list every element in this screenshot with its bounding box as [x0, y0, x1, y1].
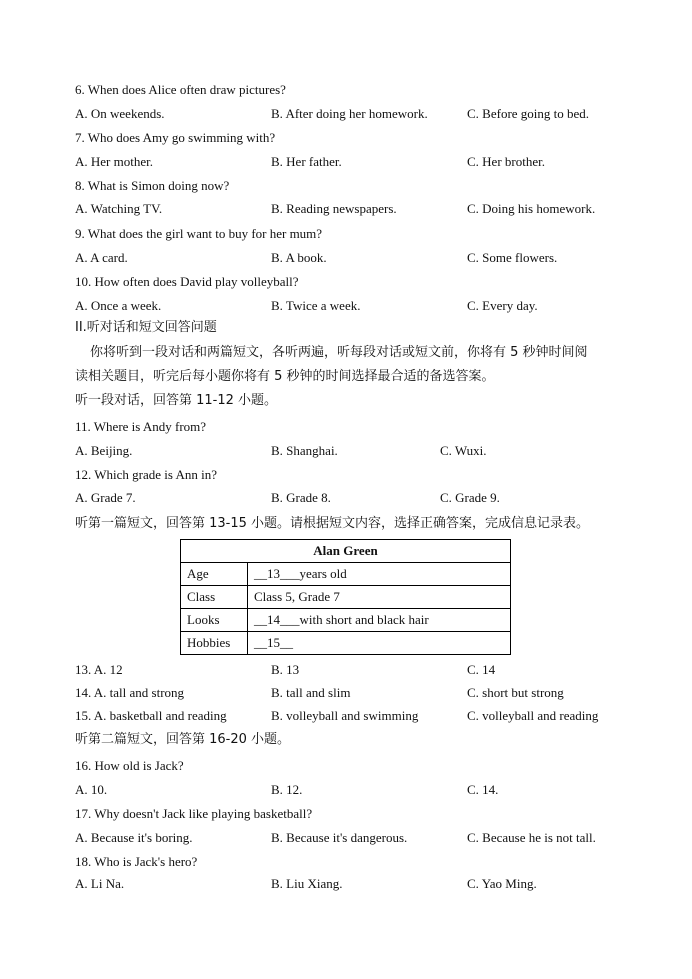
section-2-intro-line-2: 读相关题目，听完后每小题你将有 5 秒钟的时间选择最合适的备选答案。: [75, 369, 495, 384]
question-10-option-c: C. Every day.: [467, 298, 538, 313]
question-18-option-b: B. Liu Xiang.: [271, 876, 343, 891]
question-9-option-b: B. A book.: [271, 250, 327, 265]
question-8-option-c: C. Doing his homework.: [467, 201, 596, 216]
table-row-value: Class 5, Grade 7: [248, 586, 511, 609]
question-7-option-c: C. Her brother.: [467, 154, 545, 169]
table-row-value: __13___years old: [248, 563, 511, 586]
table-title: Alan Green: [181, 540, 511, 563]
question-6-option-a: A. On weekends.: [75, 106, 165, 121]
info-record-table: [180, 539, 511, 655]
question-13-option-a: 13. A. 12: [75, 662, 123, 677]
table-row-label: Class: [181, 586, 248, 609]
question-11-option-c: C. Wuxi.: [440, 443, 487, 458]
question-17-text: 17. Why doesn't Jack like playing basketball?: [75, 806, 313, 821]
table-row-label: Age: [181, 563, 248, 586]
question-14-option-a: 14. A. tall and strong: [75, 685, 185, 700]
question-12-option-a: A. Grade 7.: [75, 490, 136, 505]
question-14-option-b: B. tall and slim: [271, 685, 351, 700]
question-12-text: 12. Which grade is Ann in?: [75, 467, 218, 482]
question-9-text: 9. What does the girl want to buy for her mum?: [75, 226, 323, 241]
question-17-option-a: A. Because it's boring.: [75, 830, 193, 845]
question-16-option-a: A. 10.: [75, 782, 108, 797]
question-10-text: 10. How often does David play volleyball?: [75, 274, 299, 289]
table-row-value: __15__: [248, 632, 511, 655]
question-7-text: 7. Who does Amy go swimming with?: [75, 130, 276, 145]
question-18-option-c: C. Yao Ming.: [467, 876, 537, 891]
section-2-intro-line-1: 你将听到一段对话和两篇短文，各听两遍，听每段对话或短文前，你将有 5 秒钟时间阅: [90, 345, 588, 360]
question-8-text: 8. What is Simon doing now?: [75, 178, 230, 193]
table-row: [181, 632, 511, 655]
table-header-row: [181, 540, 511, 563]
table-row-label: Hobbies: [181, 632, 248, 655]
question-13-option-b: B. 13: [271, 662, 300, 677]
question-17-option-c: C. Because he is not tall.: [467, 830, 596, 845]
question-11-option-a: A. Beijing.: [75, 443, 133, 458]
question-10-option-b: B. Twice a week.: [271, 298, 361, 313]
question-16-text: 16. How old is Jack?: [75, 758, 184, 773]
question-12-option-b: B. Grade 8.: [271, 490, 331, 505]
question-18-text: 18. Who is Jack's hero?: [75, 854, 198, 869]
question-8-option-a: A. Watching TV.: [75, 201, 163, 216]
question-7-option-a: A. Her mother.: [75, 154, 153, 169]
question-17-option-b: B. Because it's dangerous.: [271, 830, 408, 845]
question-13-option-c: C. 14: [467, 662, 496, 677]
question-11-text: 11. Where is Andy from?: [75, 419, 207, 434]
section-2-heading: II.听对话和短文回答问题: [75, 320, 217, 335]
question-15-option-a: 15. A. basketball and reading: [75, 708, 227, 723]
table-row: [181, 586, 511, 609]
question-15-option-b: B. volleyball and swimming: [271, 708, 419, 723]
question-9-option-c: C. Some flowers.: [467, 250, 558, 265]
passage-2-instruction: 听第二篇短文，回答第 16-20 小题。: [75, 732, 291, 747]
question-11-option-b: B. Shanghai.: [271, 443, 338, 458]
dialog-instruction: 听一段对话，回答第 11-12 小题。: [75, 393, 278, 408]
question-16-option-b: B. 12.: [271, 782, 303, 797]
table-row: [181, 609, 511, 632]
question-18-option-a: A. Li Na.: [75, 876, 125, 891]
question-7-option-b: B. Her father.: [271, 154, 342, 169]
table-row-label: Looks: [181, 609, 248, 632]
question-6-text: 6. When does Alice often draw pictures?: [75, 82, 286, 97]
question-6-option-b: B. After doing her homework.: [271, 106, 428, 121]
question-15-option-c: C. volleyball and reading: [467, 708, 599, 723]
table-row-value: __14___with short and black hair: [248, 609, 511, 632]
passage-1-instruction: 听第一篇短文，回答第 13-15 小题。请根据短文内容，选择正确答案，完成信息记录表。: [75, 516, 590, 531]
question-16-option-c: C. 14.: [467, 782, 499, 797]
question-8-option-b: B. Reading newspapers.: [271, 201, 397, 216]
question-14-option-c: C. short but strong: [467, 685, 564, 700]
question-12-option-c: C. Grade 9.: [440, 490, 500, 505]
question-6-option-c: C. Before going to bed.: [467, 106, 590, 121]
question-9-option-a: A. A card.: [75, 250, 128, 265]
question-10-option-a: A. Once a week.: [75, 298, 162, 313]
table-row: [181, 563, 511, 586]
